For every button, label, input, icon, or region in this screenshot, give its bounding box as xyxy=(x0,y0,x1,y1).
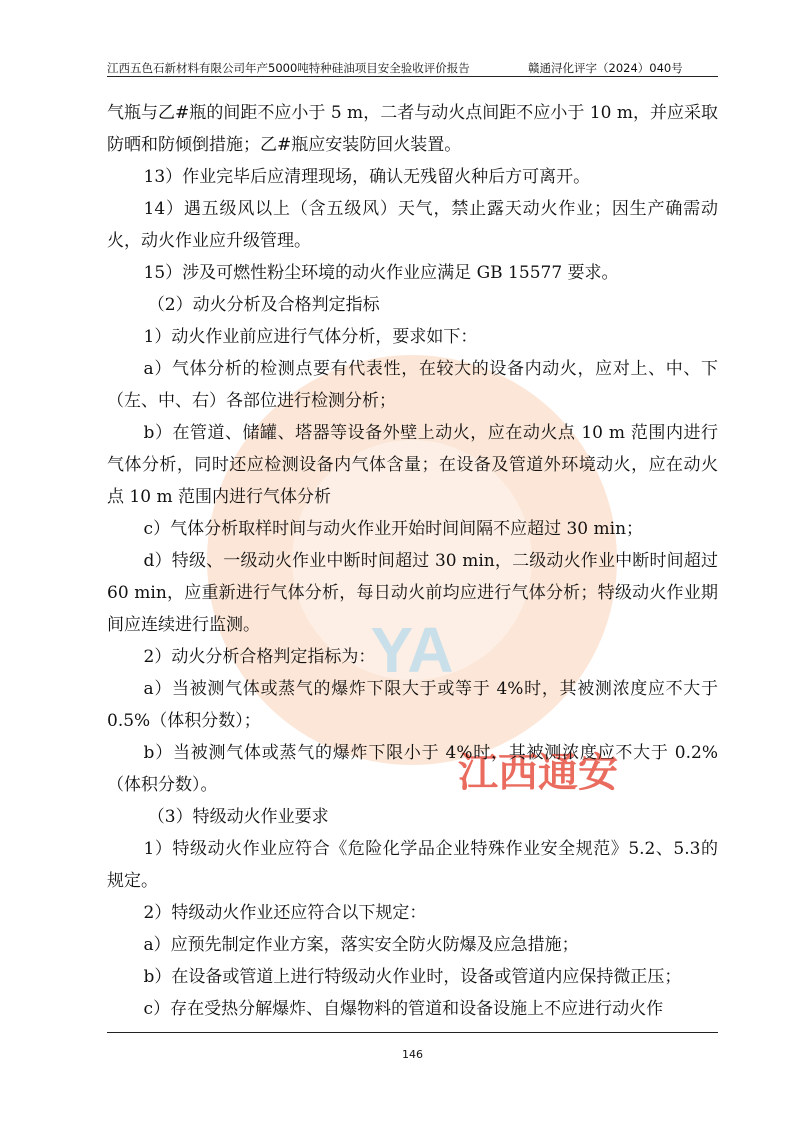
paragraph: 1）特级动火作业应符合《危险化学品企业特殊作业安全规范》5.2、5.3的规定。 xyxy=(107,839,718,891)
watermark-letters: YA xyxy=(370,614,454,686)
paragraph: 气瓶与乙#瓶的间距不应小于 5 m，二者与动火点间距不应小于 10 m，并应采取防晒和防倾倒措施；乙#瓶应安装防回火装置。 xyxy=(107,103,718,155)
paragraph: 14）遇五级风以上（含五级风）天气，禁止露天动火作业；因生产确需动火，动火作业应升级管理。 xyxy=(107,199,718,251)
paragraph: b）当被测气体或蒸气的爆炸下限小于 4%时，其被测浓度应不大于 0.2%（体积分数）。 xyxy=(107,743,718,795)
section-heading: （2）动火分析及合格判定指标 xyxy=(147,295,380,315)
paragraph: d）特级、一级动火作业中断时间超过 30 min，二级动火作业中断时间超过 60 min，应重新进行气体分析，每日动火前均应进行气体分析；特级动火作业期间应连续进行监测。 xyxy=(107,551,718,635)
paragraph: b）在设备或管道上进行特级动火作业时，设备或管道内应保持微正压； xyxy=(143,967,682,987)
footer-divider xyxy=(107,1032,718,1033)
paragraph: 1）动火作业前应进行气体分析，要求如下： xyxy=(143,327,478,347)
page-header xyxy=(107,60,718,77)
paragraph: b）在管道、储罐、塔器等设备外壁上动火，应在动火点 10 m 范围内进行气体分析，同时还应检测设备内气体含量；在设备及管道外环境动火，应在动火点 10 m 范围内进行气体分析 xyxy=(107,423,718,507)
paragraph: a）应预先制定作业方案，落实安全防火防爆及应急措施； xyxy=(143,935,579,955)
paragraph: 2）动火分析合格判定指标为： xyxy=(143,647,376,667)
paragraph: a）当被测气体或蒸气的爆炸下限大于或等于 4%时，其被测浓度应不大于 0.5%（体积分数）； xyxy=(107,679,718,731)
paragraph: c）存在受热分解爆炸、自爆物料的管道和设备设施上不应进行动火作 xyxy=(143,999,664,1019)
page-number: 146 xyxy=(402,1048,423,1061)
paragraph: 15）涉及可燃性粉尘环境的动火作业应满足 GB 15577 要求。 xyxy=(143,263,619,283)
paragraph: 2）特级动火作业还应符合以下规定： xyxy=(143,903,427,923)
paragraph: a）气体分析的检测点要有代表性，在较大的设备内动火，应对上、中、下（左、中、右）各部位进行检测分析； xyxy=(107,359,718,411)
section-heading: （3）特级动火作业要求 xyxy=(147,807,329,827)
header-report-title: 江西五色石新材料有限公司年产5000吨特种硅油项目安全验收评价报告 xyxy=(107,61,470,75)
document-body xyxy=(107,97,718,1027)
watermark-text: 江西通安 xyxy=(458,750,618,796)
paragraph: 13）作业完毕后应清理现场，确认无残留火种后方可离开。 xyxy=(143,167,591,187)
header-report-number: 赣通浔化评字（2024）040号 xyxy=(528,61,683,75)
paragraph: c）气体分析取样时间与动火作业开始时间间隔不应超过 30 min； xyxy=(143,519,644,539)
